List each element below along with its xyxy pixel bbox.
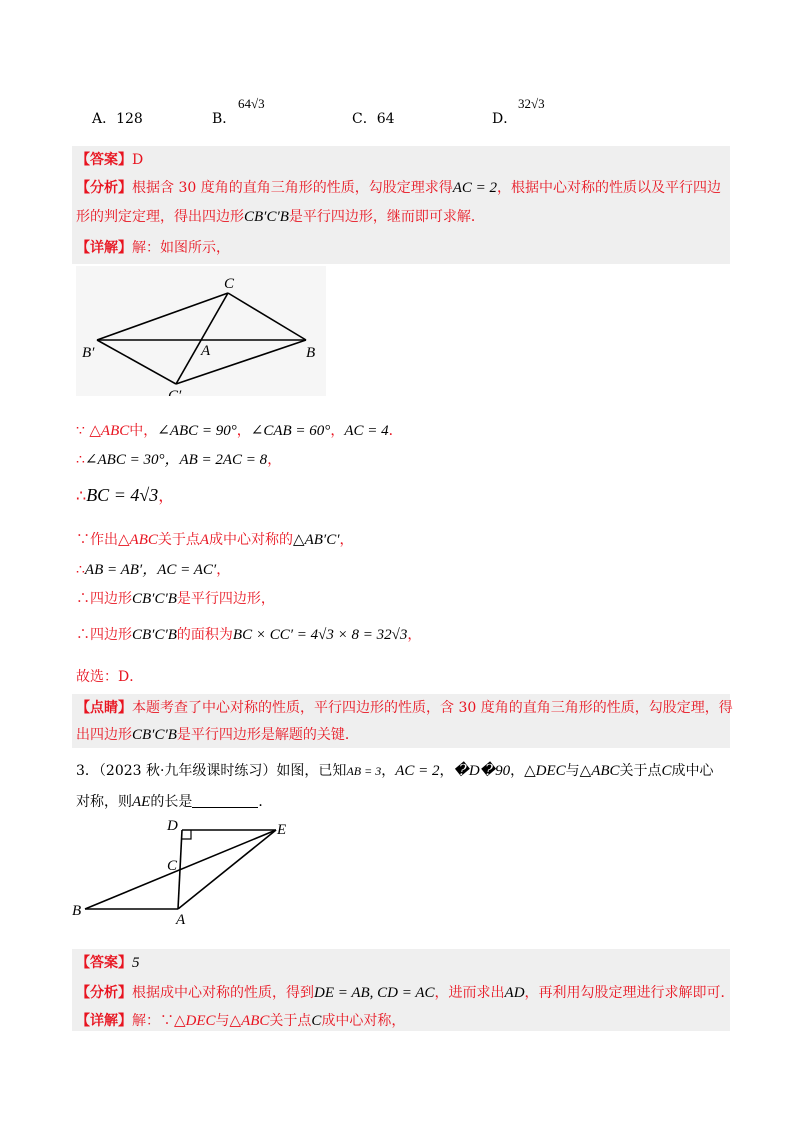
step-text: ， xyxy=(339,532,354,548)
step-formula: △AB′C′ xyxy=(293,532,340,548)
step-text: ， xyxy=(216,562,231,578)
step-text: 是平行四边形， xyxy=(176,591,275,607)
q2-answer-line xyxy=(76,150,143,170)
stem-formula: △ABC xyxy=(579,763,620,779)
answer-value: 5 xyxy=(132,955,140,971)
step-formula: ∠ABC = 90° xyxy=(157,423,237,439)
choose-line: 故选：D． xyxy=(76,669,144,685)
step-4 xyxy=(76,530,353,550)
answer-tag: 【答案】 xyxy=(76,152,132,168)
stem-text: 的长是 xyxy=(150,794,193,810)
q3-stem-line-2 xyxy=(76,792,272,812)
step-formula: ∠CAB = 60° xyxy=(250,423,331,439)
label-B: B xyxy=(306,345,316,361)
analysis-formula: AD xyxy=(504,985,525,1001)
analysis-formula: CB′C′B xyxy=(244,209,289,225)
figure-parallelogram xyxy=(76,266,326,396)
detail-text: 关于点 xyxy=(269,1013,312,1029)
analysis-text: 是平行四边形，继而即可求解． xyxy=(288,209,485,225)
label-C-prime: C′ xyxy=(168,388,182,396)
step-6 xyxy=(76,589,275,609)
step-formula: AC = 4 xyxy=(344,423,389,439)
detail-text: 解：如图所示， xyxy=(132,240,230,256)
analysis-text: 根据成中心对称的性质，得到 xyxy=(132,985,314,1001)
label-A: A xyxy=(176,912,186,928)
label-B-prime: B′ xyxy=(82,345,95,361)
stem-formula: AC = 2 xyxy=(395,763,440,779)
label-C: C xyxy=(224,276,235,292)
analysis-formula: AC = 2 xyxy=(452,180,498,196)
stem-text: ， xyxy=(381,763,396,779)
step-2 xyxy=(76,450,281,470)
analysis-text: ，再利用勾股定理进行求解即可． xyxy=(524,985,735,1001)
detail-text: 解：∵ xyxy=(132,1013,174,1029)
step-text: ∴ xyxy=(76,562,85,578)
detail-text: 与 xyxy=(215,1013,230,1029)
step-text: ， xyxy=(407,627,422,643)
detail-formula: C xyxy=(311,1013,322,1029)
q3-stem-line-1 xyxy=(76,761,714,781)
label-A: A xyxy=(201,343,211,359)
step-3 xyxy=(76,485,174,506)
step-5 xyxy=(76,560,230,580)
step-1 xyxy=(76,421,403,441)
q2-detail-line xyxy=(76,238,230,258)
q2-analysis-line-1 xyxy=(76,178,721,198)
option-b-value: 64√3 xyxy=(238,96,265,111)
detail-formula: △DEC xyxy=(174,1013,216,1029)
analysis-text: 根据含 30 度角的直角三角形的性质，勾股定理求得 xyxy=(132,180,453,196)
q2-analysis-line-2 xyxy=(76,207,485,227)
detail-tag: 【详解】 xyxy=(76,1013,132,1029)
step-text: ， xyxy=(330,423,345,439)
step-text: ∴四边形 xyxy=(76,591,132,607)
stem-text: ， xyxy=(439,763,454,779)
parallelogram-diagram xyxy=(76,266,326,396)
step-text: ， xyxy=(267,452,282,468)
step-formula: △ABC xyxy=(89,423,130,439)
comment-text: 本题考查了中心对称的性质，平行四边形的性质，含 30 度角的直角三角形的性质，勾股定理，得 xyxy=(132,700,733,716)
option-a: A．128 xyxy=(92,111,143,127)
step-formula: CB′C′B xyxy=(132,591,177,607)
stem-text: 关于点 xyxy=(619,763,662,779)
comment-line-2 xyxy=(76,725,359,745)
step-text: ． xyxy=(388,423,403,439)
stem-formula: △DEC xyxy=(524,763,566,779)
step-formula: ∠ABC = 30°，AB = 2AC = 8 xyxy=(84,452,268,468)
q3-answer-line xyxy=(76,953,140,973)
comment-formula: CB′C′B xyxy=(132,727,177,743)
answer-blank[interactable] xyxy=(192,793,258,808)
step-formula: CB′C′B xyxy=(132,627,177,643)
stem-text: ， xyxy=(510,763,525,779)
q3-analysis-line xyxy=(76,983,735,1003)
triangle-diagram xyxy=(66,810,306,930)
comment-tag: 【点睛】 xyxy=(76,700,132,716)
option-b-label: B． xyxy=(212,111,237,127)
step-text: ∵作出 xyxy=(76,532,118,548)
label-D: D xyxy=(167,818,178,834)
analysis-text: ，根据中心对称的性质以及平行四边 xyxy=(497,180,722,196)
analysis-text: ，进而求出 xyxy=(434,985,505,1001)
option-d-label: D． xyxy=(492,111,518,127)
analysis-formula: DE = AB, CD = AC xyxy=(314,985,435,1001)
option-d-value: 32√3 xyxy=(518,96,545,111)
analysis-text: 形的判定定理，得出四边形 xyxy=(76,209,244,225)
stem-formula: AE xyxy=(132,794,151,810)
step-formula: BC = 4√3 xyxy=(86,485,159,505)
step-formula: △ABC xyxy=(118,532,158,548)
detail-text: 成中心对称， xyxy=(321,1013,406,1029)
option-c: C．64 xyxy=(352,111,395,127)
stem-text: ． xyxy=(258,794,273,810)
comment-text: 是平行四边形是解题的关键． xyxy=(176,727,359,743)
analysis-tag: 【分析】 xyxy=(76,985,132,1001)
step-text: 的面积为 xyxy=(176,627,233,643)
stem-text: 对称，则 xyxy=(76,794,132,810)
detail-formula: △ABC xyxy=(229,1013,270,1029)
answer-tag: 【答案】 xyxy=(76,955,132,971)
step-text: ， xyxy=(236,423,251,439)
step-text: 中， xyxy=(129,423,158,439)
comment-text: 出四边形 xyxy=(76,727,132,743)
answer-value: D xyxy=(132,152,144,168)
comment-line-1 xyxy=(76,698,733,718)
stem-text: 3．（2023 秋·九年级课时练习）如图，已知 xyxy=(76,763,347,779)
step-text: ∴ xyxy=(76,486,87,505)
step-text: ∴ xyxy=(76,452,85,468)
figure-central-symmetry xyxy=(66,810,306,930)
step-formula: A xyxy=(199,532,210,548)
stem-text: 成中心 xyxy=(671,763,714,779)
stem-formula: �D�90 xyxy=(453,763,511,779)
step-text: 关于点 xyxy=(157,532,200,548)
detail-tag: 【详解】 xyxy=(76,240,132,256)
stem-formula: C xyxy=(661,763,672,779)
q3-detail-line xyxy=(76,1011,405,1031)
label-C: C xyxy=(167,858,178,874)
label-E: E xyxy=(277,822,287,838)
analysis-tag: 【分析】 xyxy=(76,180,132,196)
label-B: B xyxy=(72,903,82,919)
stem-formula: AB = 3 xyxy=(346,764,382,778)
stem-text: 与 xyxy=(565,763,580,779)
step-7 xyxy=(76,625,421,645)
step-text: 成中心对称的 xyxy=(209,532,294,548)
step-text: ∴四边形 xyxy=(76,627,132,643)
step-formula: BC × CC′ = 4√3 × 8 = 32√3 xyxy=(232,627,408,643)
step-text: ， xyxy=(158,486,175,505)
step-formula: AB = AB′，AC = AC′ xyxy=(84,562,217,578)
step-text: ∵ xyxy=(76,423,85,439)
